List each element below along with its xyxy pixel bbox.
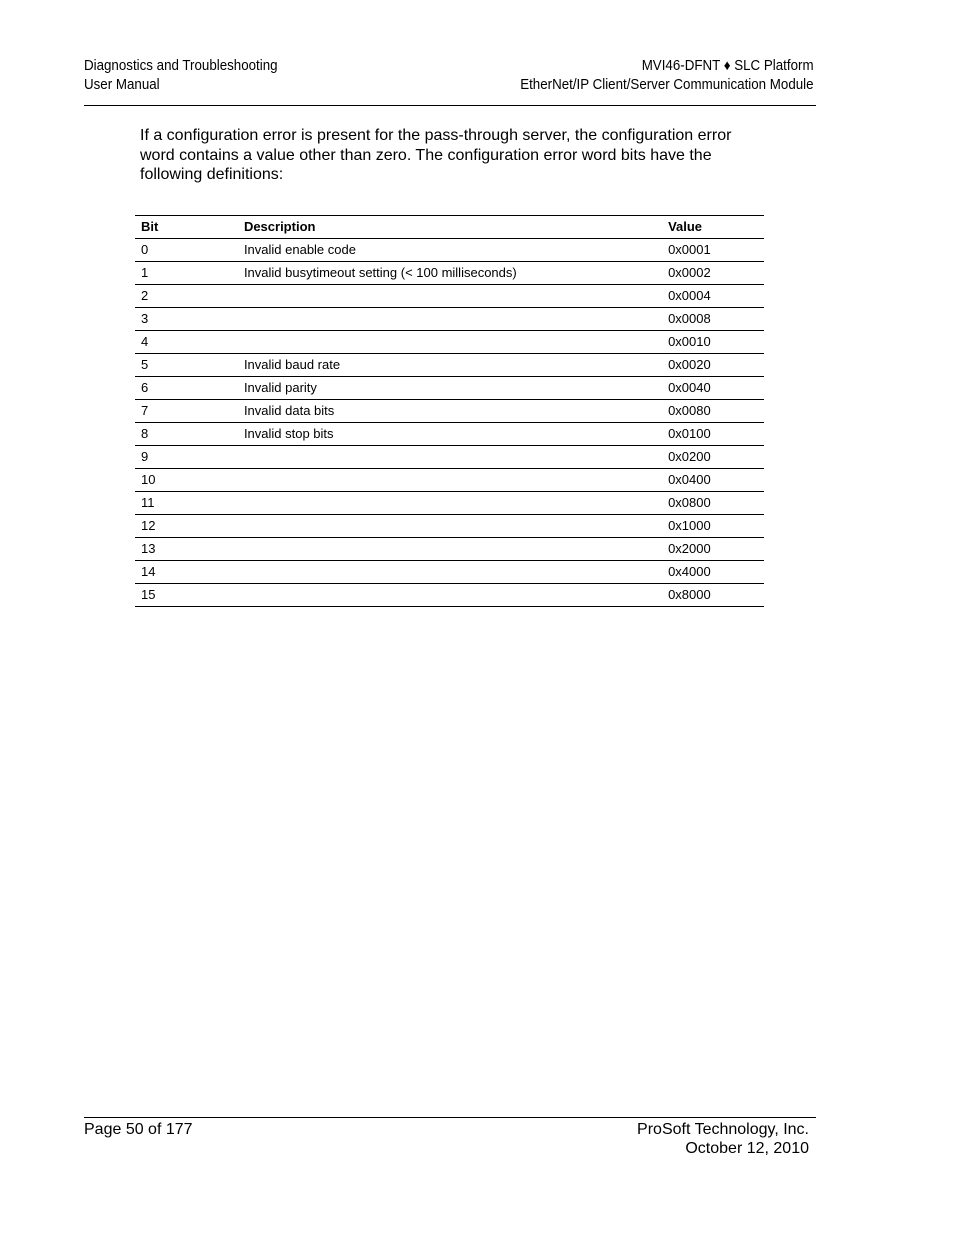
header-product: MVI46-DFNT ♦ SLC Platform <box>641 58 814 74</box>
table-row <box>135 423 764 446</box>
cell-description: Invalid enable code <box>238 239 662 262</box>
table-row <box>135 308 764 331</box>
table-row <box>135 492 764 515</box>
table-row <box>135 538 764 561</box>
cell-bit: 12 <box>135 515 238 538</box>
cell-description <box>238 515 662 538</box>
cell-bit: 7 <box>135 400 238 423</box>
cell-description: Invalid parity <box>238 377 662 400</box>
cell-value: 0x0800 <box>662 492 764 515</box>
footer-right <box>637 1120 809 1158</box>
header-module: EtherNet/IP Client/Server Communication Module <box>520 77 814 93</box>
cell-description <box>238 492 662 515</box>
cell-value: 0x1000 <box>662 515 764 538</box>
intro-text: If a configuration error is present for the pass-through server, the configuration error word contains a value other than zero. The configuration error word bits have the following definitions: <box>140 127 732 184</box>
cell-bit: 14 <box>135 561 238 584</box>
cell-bit: 13 <box>135 538 238 561</box>
cell-value: 0x0001 <box>662 239 764 262</box>
cell-value: 0x8000 <box>662 584 764 607</box>
page-header <box>84 57 814 105</box>
cell-bit: 11 <box>135 492 238 515</box>
footer-company: ProSoft Technology, Inc. <box>637 1121 809 1138</box>
header-divider <box>84 105 816 106</box>
table-row <box>135 377 764 400</box>
cell-description <box>238 584 662 607</box>
cell-bit: 3 <box>135 308 238 331</box>
cell-description <box>238 469 662 492</box>
cell-value: 0x4000 <box>662 561 764 584</box>
table-row <box>135 515 764 538</box>
table-header-row <box>135 216 764 239</box>
cell-value: 0x0008 <box>662 308 764 331</box>
cell-value: 0x0080 <box>662 400 764 423</box>
table-row <box>135 469 764 492</box>
column-header-description: Description <box>238 216 662 239</box>
cell-description: Invalid data bits <box>238 400 662 423</box>
table-body <box>135 239 764 607</box>
cell-value: 0x2000 <box>662 538 764 561</box>
cell-bit: 9 <box>135 446 238 469</box>
cell-description <box>238 538 662 561</box>
table-row <box>135 239 764 262</box>
cell-description <box>238 285 662 308</box>
header-manual-type: User Manual <box>84 77 160 93</box>
cell-description <box>238 446 662 469</box>
cell-value: 0x0040 <box>662 377 764 400</box>
header-right <box>520 57 813 95</box>
cell-value: 0x0200 <box>662 446 764 469</box>
footer-divider <box>84 1117 816 1118</box>
cell-bit: 8 <box>135 423 238 446</box>
cell-bit: 6 <box>135 377 238 400</box>
cell-description <box>238 308 662 331</box>
cell-bit: 4 <box>135 331 238 354</box>
cell-value: 0x0400 <box>662 469 764 492</box>
table-row <box>135 446 764 469</box>
table-row <box>135 262 764 285</box>
cell-value: 0x0100 <box>662 423 764 446</box>
cell-description: Invalid baud rate <box>238 354 662 377</box>
cell-bit: 5 <box>135 354 238 377</box>
table-row <box>135 285 764 308</box>
header-left <box>84 57 278 95</box>
table-row <box>135 584 764 607</box>
table-row <box>135 354 764 377</box>
cell-description <box>238 561 662 584</box>
intro-paragraph <box>140 126 760 185</box>
cell-bit: 1 <box>135 262 238 285</box>
footer-date: October 12, 2010 <box>685 1140 809 1157</box>
cell-description <box>238 331 662 354</box>
table-row <box>135 561 764 584</box>
cell-description: Invalid busytimeout setting (< 100 milliseconds) <box>238 262 662 285</box>
header-section-title: Diagnostics and Troubleshooting <box>84 58 278 74</box>
page-number: Page 50 of 177 <box>84 1121 193 1138</box>
cell-description: Invalid stop bits <box>238 423 662 446</box>
cell-bit: 2 <box>135 285 238 308</box>
config-error-bits-table <box>135 215 764 607</box>
column-header-value: Value <box>662 216 764 239</box>
column-header-bit: Bit <box>135 216 238 239</box>
cell-bit: 15 <box>135 584 238 607</box>
table-row <box>135 400 764 423</box>
cell-bit: 10 <box>135 469 238 492</box>
cell-value: 0x0010 <box>662 331 764 354</box>
cell-bit: 0 <box>135 239 238 262</box>
cell-value: 0x0002 <box>662 262 764 285</box>
table-row <box>135 331 764 354</box>
cell-value: 0x0020 <box>662 354 764 377</box>
cell-value: 0x0004 <box>662 285 764 308</box>
